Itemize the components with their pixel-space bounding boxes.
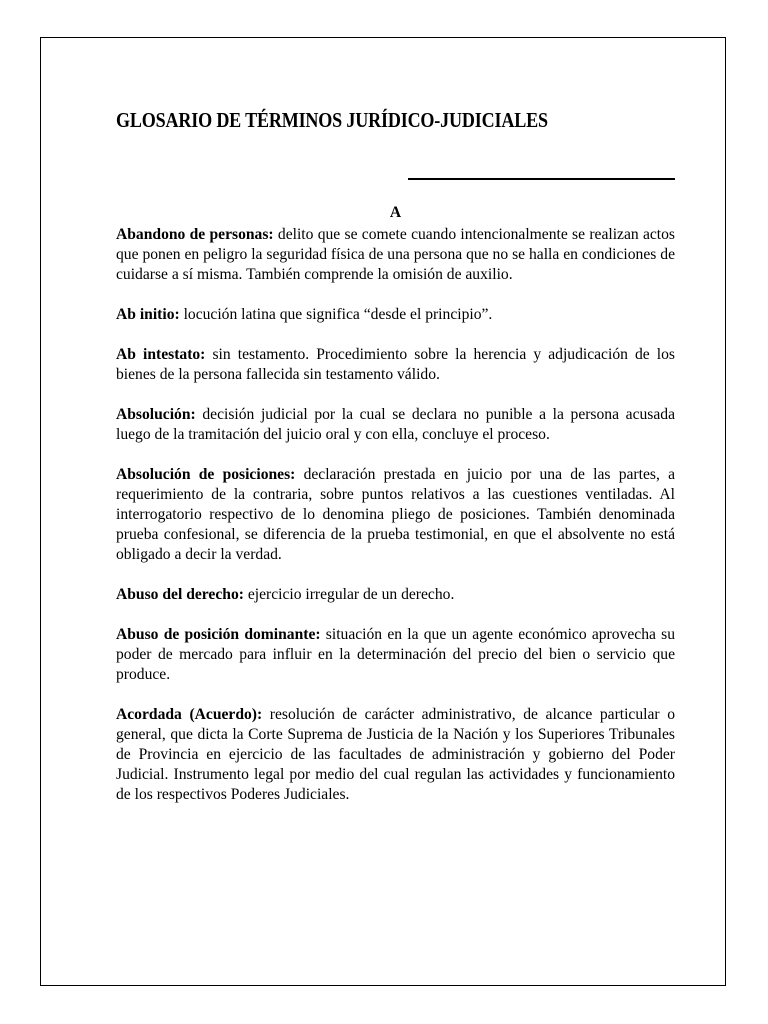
entry-term: Absolución de posiciones: <box>116 466 296 483</box>
glossary-entry <box>116 705 675 805</box>
entry-term: Acordada (Acuerdo): <box>116 706 263 723</box>
entry-definition: resolución de carácter administrativo, de alcance particular o general, que dicta la Corte Suprema de Justicia de la Nación y los Superiores Tribunales de Provincia en ejercicio de las facultades de administración y gobierno del Poder Judicial. Instrumento legal por medio del cual regulan las actividades y funcionamiento de los respectivos Poderes Judiciales. <box>116 706 676 803</box>
entry-definition: decisión judicial por la cual se declara no punible a la persona acusada luego de la tramitación del juicio oral y con ella, concluye el proceso. <box>116 406 675 443</box>
entry-term: Ab intestato: <box>116 346 206 363</box>
glossary-entry <box>116 585 675 605</box>
entry-term: Abandono de personas: <box>116 226 274 243</box>
entry-term: Absolución: <box>116 406 196 423</box>
entry-term: Abuso de posición dominante: <box>116 626 321 643</box>
glossary-entry <box>116 405 675 445</box>
entry-definition: situación en la que un agente económico aprovecha su poder de mercado para influir en la determinación del precio del bien o servicio que produce. <box>116 626 675 683</box>
glossary-content <box>116 201 675 825</box>
entry-term: Ab initio: <box>116 306 180 323</box>
glossary-entry <box>116 305 675 325</box>
document-title: GLOSARIO DE TÉRMINOS JURÍDICO-JUDICIALES <box>116 108 548 132</box>
glossary-entry <box>116 625 675 685</box>
entry-definition: ejercicio irregular de un derecho. <box>243 586 455 603</box>
entry-definition: sin testamento. Procedimiento sobre la herencia y adjudicación de los bienes de la persona fallecida sin testamento válido. <box>116 346 675 383</box>
glossary-entry <box>116 225 675 285</box>
title-underline-rule <box>408 178 675 180</box>
glossary-entry <box>116 345 675 385</box>
entry-definition: delito que se comete cuando intencionalmente se realizan actos que ponen en peligro la seguridad física de una persona que no se halla en condiciones de cuidarse a sí misma. También comprende la omisión de auxilio. <box>116 226 675 283</box>
entry-definition: locución latina que significa “desde el principio”. <box>179 306 493 323</box>
section-letter-heading: A <box>389 204 402 221</box>
glossary-entry <box>116 465 675 565</box>
entry-term: Abuso del derecho: <box>116 586 244 603</box>
entry-definition: declaración prestada en juicio por una de las partes, a requerimiento de la contraria, sobre puntos relativos a las cuestiones ventiladas. Al interrogatorio respectivo de lo denomina pliego de posiciones. También denominada prueba confesional, se diferencia de la prueba testimonial, en que el absolvente no está obligado a decir la verdad. <box>116 466 675 563</box>
